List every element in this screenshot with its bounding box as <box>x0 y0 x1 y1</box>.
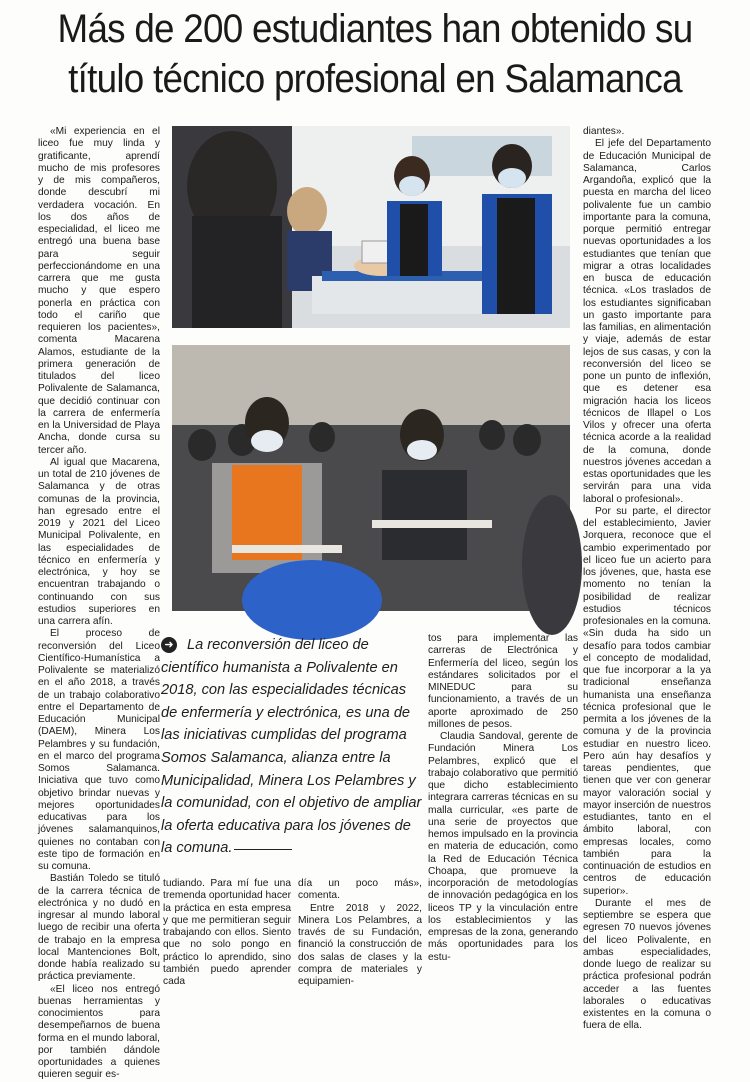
article-column-2a <box>163 878 291 988</box>
headline-line-1: Más de 200 estudiantes han obtenido su <box>57 7 693 51</box>
paragraph: El jefe del Departamento de Educación Municipal de Salamanca, Carlos Argandoña, explicó que la puesta en marcha del liceo polivalente fue un cambio importante para la comuna, porque permitió entregar nuevas oportunidades a los estudiantes que tenían que migrar a otras localidades en busca de educación técnica. «Los traslados de los estudiantes significaban un gasto importante para las familias, en alimentación y viaje, además de estar lejos de sus casas, y con la reconversión del liceo se pone un punto de inflexión, que es detener esa migración hacia los liceos técnicos de Illapel o Los Vilos y ofrecer una oferta técnica acorde a la realidad de la comuna, donde nuestros jóvenes accedan a estas oportunidades que les servirán para una vida laboral o profesional». <box>583 138 711 505</box>
article-column-4 <box>583 126 711 1032</box>
paragraph: Bastián Toledo se tituló de la carrera técnica de electrónica y no dudó en ingresar al mundo laboral luego de recibir una oferta de trabajo en la empresa local Mantenciones Bolt, donde había realizado su práctica previamente. <box>38 873 160 983</box>
article-column-1 <box>38 126 160 1081</box>
arrow-circle-icon: ➜ <box>161 637 177 653</box>
paragraph: El proceso de reconversión del Liceo Científico-Humanística a Polivalente se materializó en el año 2018, a través de un trabajo colaborativo entre el Departamento de Educación Municipal (DAEM), Minera Los Pelambres y su fundación, en el marco del programa Somos Salamanca. Iniciativa que tuvo como objetivo brindar nuevas y mejores oportunidades educativas para los jóvenes salamanquinos, quienes no contaban con este tipo de formación en su comuna. <box>38 628 160 872</box>
paragraph: tos para implementar las carreras de Electrónica y Enfermería del liceo, según los estándares solicitados por el MINEDUC para su funcionamiento, a través de un aporte aproximado de 250 millones de pesos. <box>428 633 578 730</box>
paragraph: Durante el mes de septiembre se espera que egresen 70 nuevos jóvenes del liceo Polivalente, en ambas especialidades, donde luego de realizar su práctica profesional podrán acceder a las fuentes laborales o educativas existentes en la comuna o fuera de ella. <box>583 897 711 1032</box>
photo-classroom <box>172 345 570 611</box>
pull-quote <box>161 634 425 856</box>
paragraph: «El liceo nos entregó buenas herramientas y conocimientos para desempeñarnos de buena forma en el mundo laboral, por también dándole oportunidades a quienes quieren seguir es- <box>38 983 160 1081</box>
article-column-3 <box>428 633 578 988</box>
article-column-2b <box>298 878 422 988</box>
paragraph: «Mi experiencia en el liceo fue muy linda y gratificante, aprendí mucho de mis profesores y de mis compañeros, donde descubrí mi verdadera vocación. En los dos años de especialidad, el liceo me entregó una buena base para seguir perfeccionándome en una carrera que me gusta mucho y que espero ponerla en práctica con todo el cariño que requieren los pacientes», comenta Macarena Alamos, estudiante de la primera generación de titulados del liceo Polivalente de Salamanca, que decidió continuar con la carrera de enfermería en la Universidad de Playa Ancha, donde cursa su tercer año. <box>38 126 160 456</box>
headline <box>30 4 720 104</box>
pull-quote-text: La reconversión del liceo de científico humanista a Polivalente en 2018, con las especialidades técnicas de enfermería y electrónica, es una de las iniciativas cumplidas del programa Somos Salamanca, alianza entre la Municipalidad, Minera Los Pelambres y la comunidad, con el objetivo de ampliar la oferta educativa para los jóvenes de la comuna. <box>161 637 422 857</box>
paragraph: Al igual que Macarena, un total de 210 jóvenes de Salamanca y de otras comunas de la provincia, han egresado entre el 2019 y 2021 del Liceo Municipal Polivalente, en las especialidades de técnico en enfermería y electrónica, y hoy se encuentran trabajando o continuando con sus estudios superiores en una carrera afín. <box>38 456 160 627</box>
quote-end-rule <box>234 849 292 850</box>
paragraph: tudiando. Para mí fue una tremenda oportunidad hacer la práctica en esta empresa y que me permitieran seguir trabajando con ellos. Siento que no solo pongo en práctico lo aprendido, sino también puedo aprender cada <box>163 878 291 987</box>
paragraph: Por su parte, el director del establecimiento, Javier Jorquera, reconoce que el cambio experimentado por el liceo fue un acierto para los jóvenes, que, hasta ese momento no tenían la posibilidad de realizar estudios técnicos profesionales en la comuna. «Sin duda ha sido un desafío para todos cambiar el concepto de modalidad, que fue incorporar a la ya tradicional enseñanza humanista una enseñanza técnica profesional que le permita a los jóvenes de la comuna y de la provincia estudiar en nuestro liceo. Pero aún hay desafíos y tareas pendientes, que tienen que ver con generar mayor valoración social y mayor inserción de nuestros estudiantes, tanto en el ámbito laboral, con empresas locales, como también para la continuación de estudios en centros de educación superior». <box>583 505 711 897</box>
headline-line-2: título técnico profesional en Salamanca <box>68 57 682 101</box>
paragraph: diantes». <box>583 126 625 137</box>
paragraph: día un poco más», comenta. <box>298 878 422 902</box>
paragraph: Claudia Sandoval, gerente de Fundación Minera Los Pelambres, explicó que el trabajo colaborativo que permitió que dicho establecimiento integrara carreras técnicas en su malla curricular, «es parte de una serie de proyectos que hemos impulsado en la provincia en materia de educación, como la Red de Educación Técnica Choapa, que promueve la incorporación de metodologías de innovación pedagógica en los liceos TP y la vinculación entre los establecimientos y las empresas de la zona, generando más oportunidades para los estu- <box>428 731 578 963</box>
paragraph: Entre 2018 y 2022, Minera Los Pelambres, a través de su Fundación, financió la construcción de dos salas de clases y la compra de materiales y equipamien- <box>298 902 422 987</box>
photo-nursing-lab <box>172 126 570 328</box>
